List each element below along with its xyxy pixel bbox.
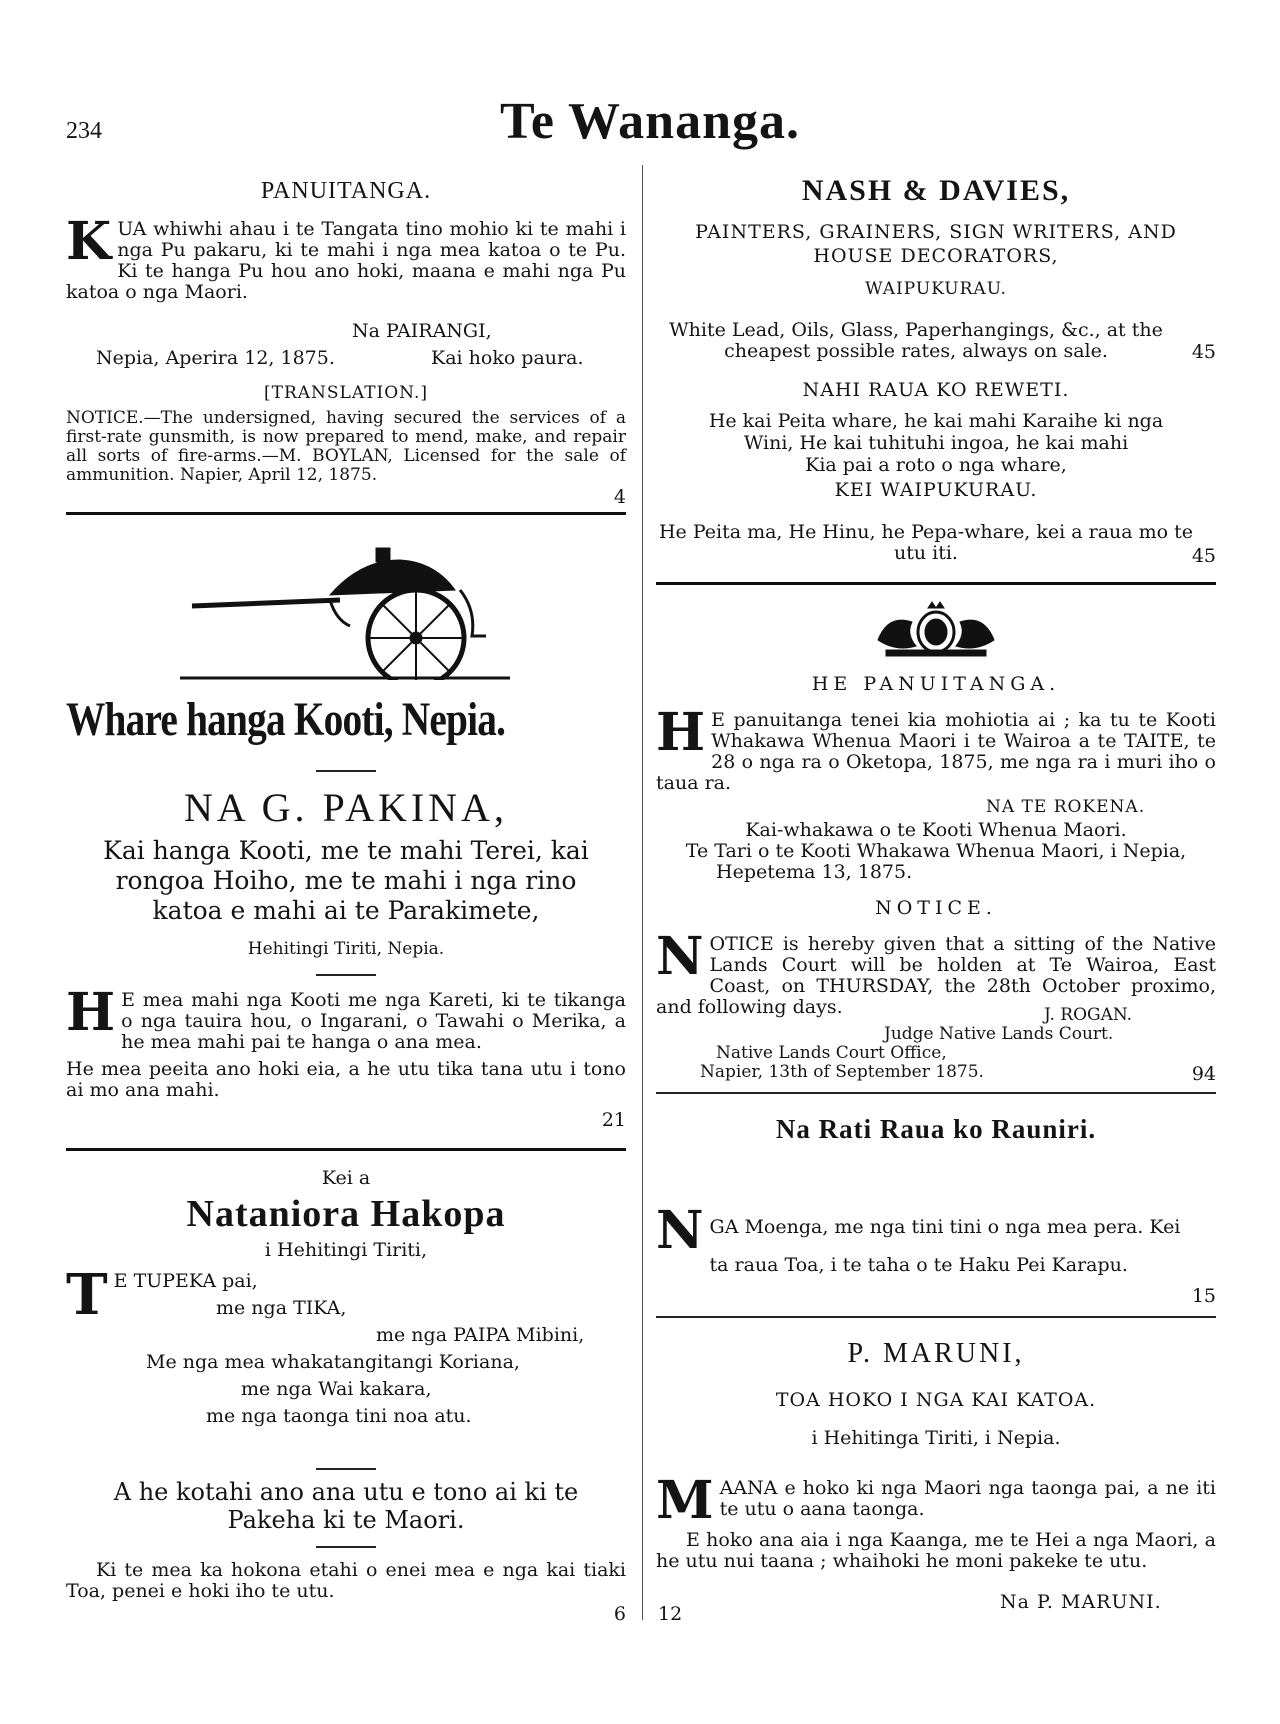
kooti-line-2: rongoa Hoiho, me te mahi i nga rino [115, 866, 577, 895]
maruni-signature: Na P. MARUNI. [1000, 1591, 1162, 1613]
he-panuitanga-role-block [656, 820, 1216, 883]
hakopa-price-2: Pakeha ki te Maori. [227, 1506, 465, 1534]
nash-number-2: 45 [1191, 545, 1216, 567]
rauniri-heading: Na Rati Raua ko Rauniri. [775, 1114, 1097, 1144]
pakina-name: NA G. PAKINA, [184, 785, 508, 830]
rauniri-text-1: GA Moenga, me nga tini tini o nga mea pera. Kei [709, 1216, 1181, 1238]
nash-number: 45 [1191, 341, 1216, 363]
cart-icon [192, 548, 486, 680]
maruni-heading: P. MARUNI, [847, 1338, 1025, 1369]
rauniri-number: 15 [1191, 1285, 1216, 1307]
hakopa-price-1: A he kotahi ano ana utu e tono ai ki te [113, 1478, 579, 1506]
rule [656, 1316, 1216, 1318]
hakopa-line-5: me nga Wai kakara, [241, 1378, 432, 1400]
nash-place: WAIPUKURAU. [865, 279, 1007, 299]
hakopa-line-1: E TUPEKA pai, [113, 1270, 258, 1292]
kooti-text-1: E mea mahi nga Kooti me nga Kareti, ki te tikanga o nga tauira hou, o Ingarani, o Tawahi o Merika, a he mea mahi pai te hanga o ana mea. [121, 989, 626, 1053]
rule [316, 974, 376, 976]
rule [316, 770, 376, 772]
nash-maori-1: He kai Peita whare, he kai mahi Karaihe ki nga [708, 410, 1164, 432]
hakopa-name: Nataniora Hakopa [186, 1193, 506, 1235]
he-panuitanga-text-block [656, 702, 1216, 794]
column-divider [642, 165, 643, 1620]
kooti-line-1: Kai hanga Kooti, me te mahi Terei, kai [103, 836, 589, 865]
nash-text: White Lead, Oils, Glass, Paperhangings, &c., at the cheapest possible rates, always on sale. [669, 319, 1163, 362]
he-panuitanga-role: Kai-whakawa o te Kooti Whenua Maori. [745, 819, 1127, 841]
kooti-heading: Whare hanga Kooti, Nepia. [66, 693, 506, 746]
kooti-address: Hehitingi Tiriti, Nepia. [247, 939, 445, 959]
cart-illustration [180, 540, 510, 680]
notice-office: Native Lands Court Office, [716, 1043, 947, 1063]
nash-maori-2: Wini, He kai tuhituhi ingoa, he kai mahi [743, 432, 1129, 454]
kooti-text-block [66, 982, 626, 1101]
panuitanga-text: UA whiwhi ahau i te Tangata tino mohio ki te mahi i nga Pu pakaru, ki te mahi i nga mea katoa o te Pu. Ki te hanga Pu hou ano hoki, maana e mahi nga Pu katoa o nga Maori. [66, 218, 626, 303]
panuitanga-ad [66, 178, 626, 508]
royal-crest [866, 600, 1006, 660]
hakopa-number: 6 [613, 1603, 626, 1625]
maruni-number: 12 [658, 1603, 683, 1625]
nash-maori-text: He Peita ma, He Hinu, he Pepa-whare, kei a raua mo te utu iti. [658, 521, 1194, 564]
rauniri-text-2: ta raua Toa, i te taha o te Haku Pei Karapu. [709, 1254, 1128, 1276]
notice-role: Judge Native Lands Court. [884, 1024, 1114, 1044]
notice-sig: J. ROGAN. [1044, 1005, 1133, 1025]
notice-date: Napier, 13th of September 1875. [700, 1062, 984, 1082]
hakopa-line-3: me nga PAIPA Mibini, [376, 1324, 585, 1346]
hakopa-line-2: me nga TIKA, [216, 1297, 347, 1319]
hakopa-list [66, 1262, 626, 1430]
he-panuitanga-signature: NA TE ROKENA. [986, 797, 1146, 817]
page-number: 234 [66, 118, 102, 144]
rule [66, 1148, 626, 1151]
page-title: Te Wananga. [499, 93, 801, 150]
kooti-line-3: katoa e mahi ai te Parakimete, [152, 896, 540, 925]
crest-icon [878, 602, 994, 656]
rule [66, 512, 626, 515]
nash-trades-2: HOUSE DECORATORS, [813, 245, 1059, 267]
nash-maori-place: KEI WAIPUKURAU. [834, 479, 1038, 501]
hakopa-kei-a: Kei a [321, 1167, 371, 1189]
rauniri-dropcap: N [656, 1200, 704, 1261]
nash-heading: NASH & DAVIES, [801, 174, 1071, 207]
kooti-number: 21 [601, 1109, 626, 1131]
nash-trades-1: PAINTERS, GRAINERS, SIGN WRITERS, AND [695, 221, 1177, 243]
panuitanga-signature: Na PAIRANGI, [352, 320, 492, 342]
kooti-dropcap: H [66, 982, 116, 1043]
maruni-sub: TOA HOKO I NGA KAI KATOA. [775, 1389, 1097, 1411]
nash-maori-lines [656, 410, 1216, 476]
rule [656, 582, 1216, 585]
panuitanga-heading: PANUITANGA. [260, 178, 432, 204]
nash-trades [656, 220, 1216, 268]
panuitanga-role: Kai hoko paura. [431, 347, 584, 369]
rauniri-text-block [656, 1200, 1216, 1284]
translation-label: [TRANSLATION.] [263, 383, 429, 403]
maruni-text-2: E hoko ana aia i nga Kaanga, me te Hei a nga Maori, a he utu nui taana ; whaihoki he moni pakeke te utu. [656, 1529, 1216, 1572]
panuitanga-dropcap: K [66, 211, 112, 272]
rule [316, 1468, 376, 1470]
kooti-description [66, 836, 626, 926]
hakopa-line-6: me nga taonga tini noa atu. [206, 1405, 472, 1427]
panuitanga-place-date: Nepia, Aperira 12, 1875. [96, 347, 335, 369]
hakopa-line-4: Me nga mea whakatangitangi Koriana, [146, 1351, 520, 1373]
hakopa-dropcap: T [66, 1262, 108, 1328]
he-panuitanga-office: Te Tari o te Kooti Whakawa Whenua Maori, i Nepia, [685, 840, 1187, 862]
hakopa-closing: Ki te mea ka hokona etahi o enei mea e nga kai tiaki Toa, penei e hoki iho te utu. [66, 1559, 626, 1602]
he-panuitanga-heading: HE PANUITANGA. [811, 673, 1061, 695]
notice-number: 94 [1191, 1063, 1216, 1085]
kooti-text-2: He mea peeita ano hoki eia, a he utu tika tana utu i tono ai mo ana mahi. [66, 1058, 626, 1101]
translation-text: NOTICE.—The undersigned, having secured the services of a first-rate gunsmith, is now prepared to mend, make, and repair all sorts of fire-arms.—M. BOYLAN, Licensed for the sale of ammunition. Napier, April 12, 1875. [66, 408, 626, 485]
maruni-text: AANA e hoko ki nga Maori nga taonga pai, a ne iti te utu o aana taonga. [719, 1477, 1216, 1520]
panuitanga-dateline [66, 348, 626, 372]
he-panuitanga-dropcap: H [656, 702, 706, 763]
nash-maori-3: Kia pai a roto o nga whare, [805, 454, 1067, 476]
maruni-text-block [656, 1470, 1216, 1572]
rule [316, 1546, 376, 1548]
he-panuitanga-text: E panuitanga tenei kia mohiotia ai ; ka tu te Kooti Whakawa Whenua Maori i te Wairoa a te TAITE, te 28 o nga ra o Oketopa, 1875, me nga ra i muri iho o taua ra. [656, 709, 1216, 794]
notice-dropcap: N [656, 926, 704, 987]
maruni-street: i Hehitinga Tiriti, i Nepia. [811, 1427, 1061, 1449]
nash-maori-heading: NAHI RAUA KO REWETI. [802, 379, 1070, 401]
hakopa-price [66, 1478, 626, 1534]
maruni-dropcap: M [656, 1470, 714, 1531]
panuitanga-number: 4 [613, 486, 626, 508]
panuitanga-text-block [66, 211, 626, 303]
notice-heading: NOTICE. [875, 897, 997, 919]
hakopa-street: i Hehitingi Tiriti, [264, 1239, 428, 1261]
rule [656, 1092, 1216, 1094]
he-panuitanga-date: Hepetema 13, 1875. [716, 861, 913, 883]
notice-text: OTICE is hereby given that a sitting of the Native Lands Court will be holden at Te Wairoa, East Coast, on THURSDAY, the 28th October proximo, and following days. [656, 933, 1216, 1018]
